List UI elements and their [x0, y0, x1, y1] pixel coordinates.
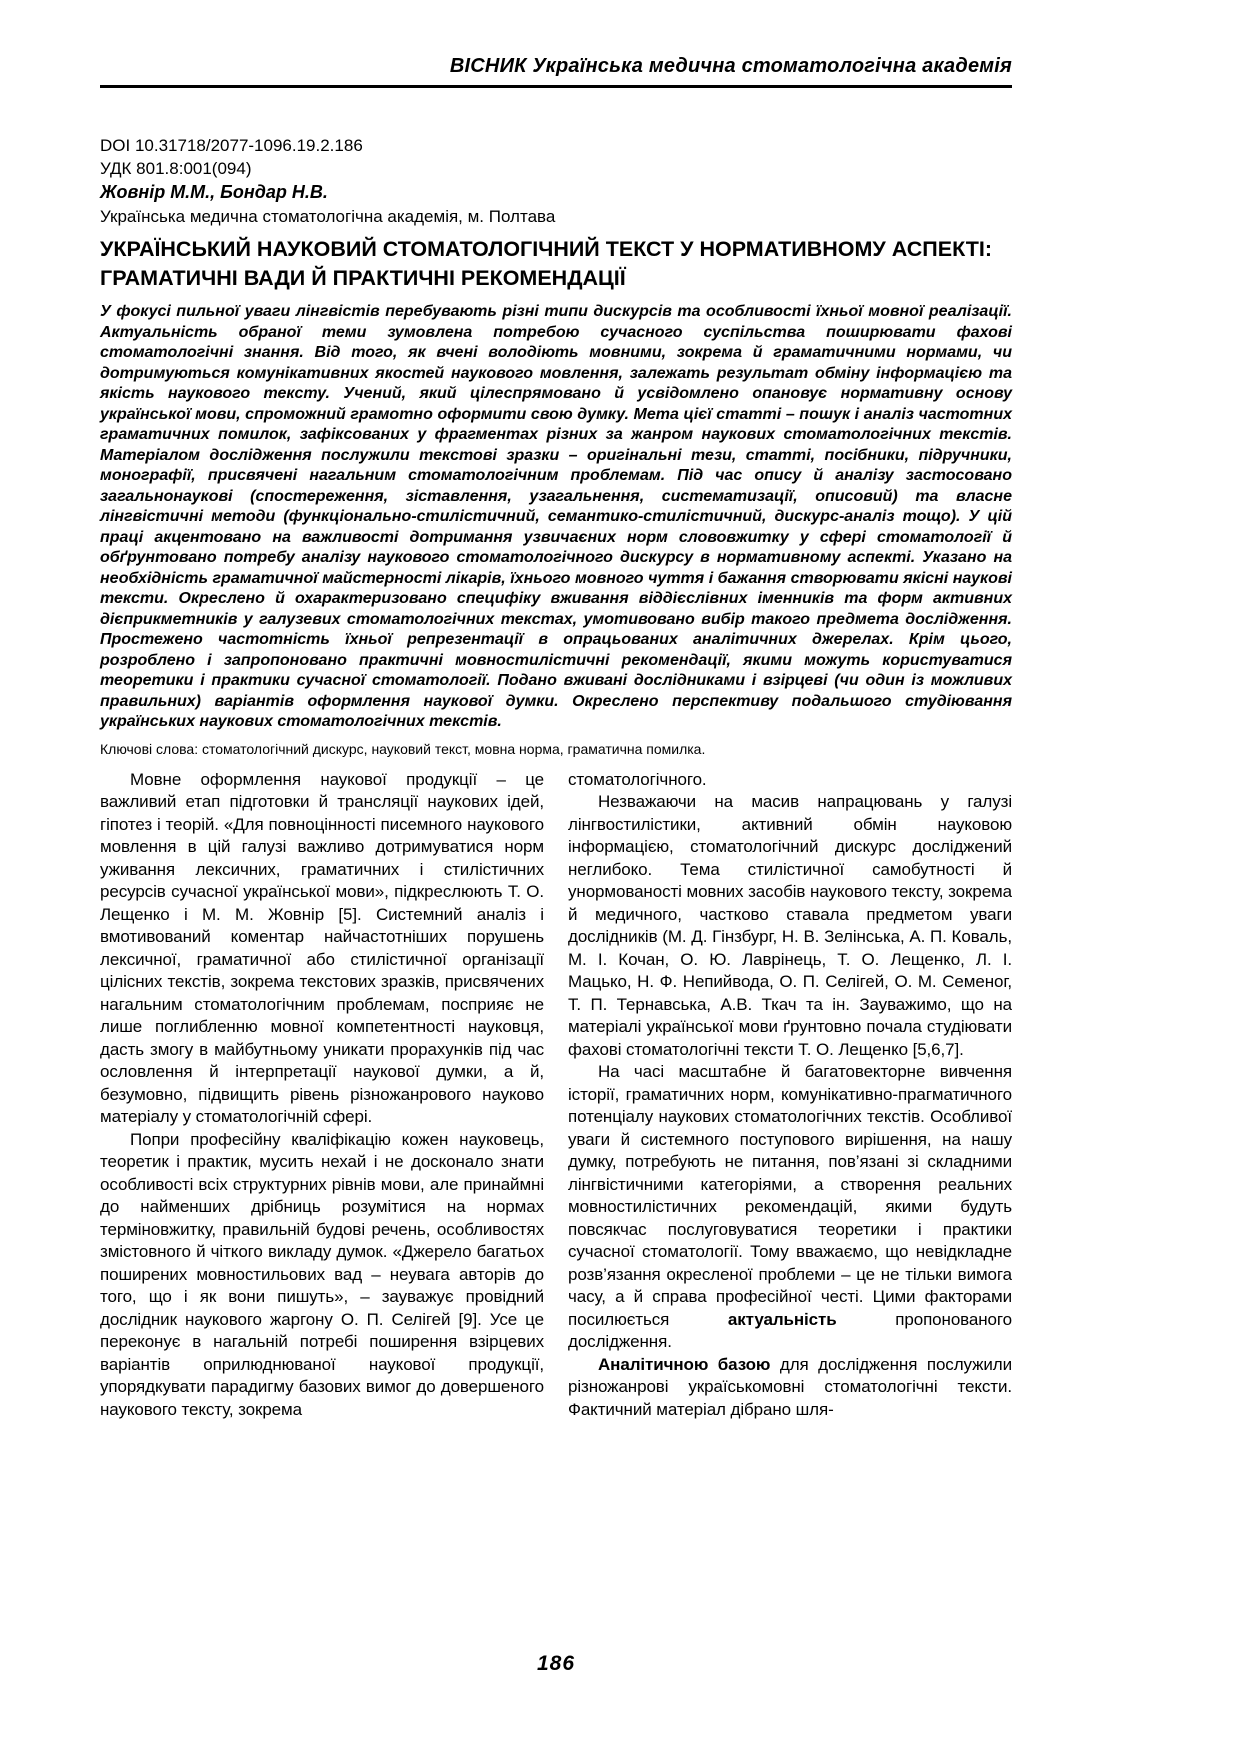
text-segment-bold: актуальність — [727, 1309, 837, 1329]
text-segment: На часі масштабне й багатовекторне вивчення історії, граматичних норм, комунікативно-прагматичного потенціалу наукових стоматологічних текстів. Особливої уваги й системного поступового вирішення, на нашу думку, потребують не питання, пов’язані зі складними лінгвістичними категоріями, а створення реальних мовностилістичних рекомендацій, якими будуть повсякчас послуговуватися теоретики і практики сучасної стоматології. Тому вважаємо, що невідкладне розв’язання окресленої проблеми – це не тільки вимога часу, а й справа професійної честі. Цими факторами посилюється — [568, 1062, 1012, 1329]
text-segment: для дослідження послужили різножанрові україськомовні стоматологічні тексти. Фактичний матеріал дібрано шля- — [568, 1354, 1012, 1419]
text-segment: пропонованого дослідження. — [568, 1309, 1012, 1351]
keywords-label: Ключові слова: — [100, 740, 199, 757]
keywords-text: стоматологічний дискурс, науковий текст, мовна норма, граматична помилка. — [202, 740, 706, 757]
right-column — [568, 769, 1012, 1422]
page-number: 186 — [536, 1652, 576, 1675]
body-paragraph — [568, 1354, 1012, 1422]
article-meta — [100, 134, 1012, 228]
journal-title: ВІСНИК Українська медична стоматологічна академія — [449, 55, 1012, 77]
body-paragraph: стоматологічного. — [568, 769, 707, 789]
text-segment-bold: Аналітичною базою — [598, 1354, 771, 1374]
keywords-line — [100, 740, 1012, 758]
body-columns — [100, 769, 1012, 1422]
body-paragraph — [568, 1061, 1012, 1354]
article-title: УКРАЇНСЬКИЙ НАУКОВИЙ СТОМАТОЛОГІЧНИЙ ТЕКСТ У НОРМАТИВНОМУ АСПЕКТІ: ГРАМАТИЧНІ ВАДИ Й ПРАКТИЧНІ РЕКОМЕНДАЦІЇ — [100, 237, 993, 290]
body-paragraph: Попри професійну кваліфікацію кожен науковець, теоретик і практик, мусить нехай і не досконало знати особливості всіх структурних рівнів мови, але принаймні до найменших дрібниць розумітися на нормах терміновжитку, правильній будові речень, особливостях змістовного й чіткого викладу думок. «Джерело багатьох поширених мовностильових вад – неувага авторів до того, що і як вони пишуть», – зауважує провідний дослідник наукового жаргону О. П. Селігей [9]. Усе це переконує в нагальній потребі поширення взірцевих варіантів оприлюднюваної наукової продукції, упорядкувати парадигму базових вимог до довершеного наукового тексту, зокрема — [100, 1129, 544, 1419]
body-paragraph: Мовне оформлення наукової продукції – це важливий етап підготовки й трансляції наукових ідей, гіпотез і теорій. «Для повноцінності писемного наукового мовлення в цій галузі важливо дотримуватися норм уживання лексичних, граматичних і стилістичних ресурсів сучасної української мови», підкреслюють Т. О. Лещенко і М. М. Жовнір [5]. Системний аналіз і вмотивований коментар найчастотніших порушень лексичної, граматичної або стилістичної організації цілісних текстів, зокрема текстових зразків, присвячених нагальним стоматологічним проблемам, посприяє не лише поглибленню мовної компетентності науковця, дасть змогу в майбутньому уникати прорахунків під час ословлення й інтерпретації наукової думки, а й, безумовно, підвищить рівень різножанрового науково матеріалу у стоматологічній сфері. — [100, 769, 544, 1126]
body-paragraph — [568, 791, 1012, 1061]
udk: УДК 801.8:001(094) — [100, 159, 252, 178]
authors: Жовнір М.М., Бондар Н.В. — [100, 182, 328, 202]
doi: DOI 10.31718/2077-1096.19.2.186 — [100, 136, 363, 155]
abstract: У фокусі пильної уваги лінгвістів перебувають різні типи дискурсів та особливості їхньої мовної реалізації. Актуальність обраної теми зумовлена потребою сучасного суспільства поширювати фахові стоматологічні знання. Від того, як вчені володіють мовними, зокрема й граматичними нормами, чи дотримуються комунікативних якостей наукового мовлення, залежать результат обміну інформацією та якість наукового тексту. Учений, який цілеспрямовано й усвідомлено опановує нормативну основу української мови, спроможний грамотно оформити свою думку. Мета цієї статті – пошук і аналіз частотних граматичних помилок, зафіксованих у фрагментах різних за жанром наукових стоматологічних текстів. Матеріалом дослідження послужили текстові зразки – оригінальні тези, статті, посібники, підручники, монографії, присвячені нагальним стоматологічним проблемам. Під час опису й аналізу застосовано загальнонаукові (спостереження, зіставлення, узагальнення, систематизації, описовий) та власне лінгвістичні методи (функціонально-стилістичний, семантико-стилістичний, дискурс-аналіз тощо). У цій праці акцентовано на важливості дотримання узвичаєних норм слововжитку у сфері стоматології й обґрунтовано потребу аналізу наукового стоматологічного дискурсу в нормативному аспекті. Указано на необхідність граматичної майстерності лікарів, їхнього мовного чуття і бажання створювати якісні наукові тексти. Окреслено й охарактеризовано специфіку вживання віддієслівних іменників та форм активних дієприкметників у галузевих стоматологічних текстах, умотивовано вибір такого предмета дослідження. Простежено частотність їхньої репрезентації в опрацьованих аналітичних джерелах. Крім цього, розроблено і запропоновано практичні мовностилістичні рекомендації, якими можуть користуватися теоретики і практики сучасної стоматології. Подано вживані дослідниками і взірцеві (чи один із можливих правильних) варіантів оформлення наукової думки. Окреслено перспективу подальшого студіювання українських наукових стоматологічних текстів. — [100, 303, 1012, 730]
journal-header — [100, 54, 1012, 88]
left-column — [100, 769, 544, 1422]
affiliation: Українська медична стоматологічна академія, м. Полтава — [100, 207, 556, 226]
text-segment: Незважаючи на масив напрацювань у галузі лінгвостилістики, активний обмін науковою інформацією, стоматологічний дискурс досліджений неглибоко. Тема стилістичної самобутності й унормованості мовних засобів наукового тексту, зокрема й медичного, частково ставала предметом уваги дослідників (М. Д. Гінзбург, Н. В. Зелінська, А. П. Коваль, М. І. Кочан, О. Ю. Лаврінець, Т. О. Лещенко, Л. І. Мацько, Н. Ф. Непийвода, О. П. Селігей, О. М. Семеног, Т. П. Тернавська, А.В. Ткач та ін. Зауважимо, що на матеріалі української мови ґрунтовно почала студіювати фахові стоматологічні тексти Т. О. Лещенко [5,6,7]. — [568, 792, 1012, 1059]
